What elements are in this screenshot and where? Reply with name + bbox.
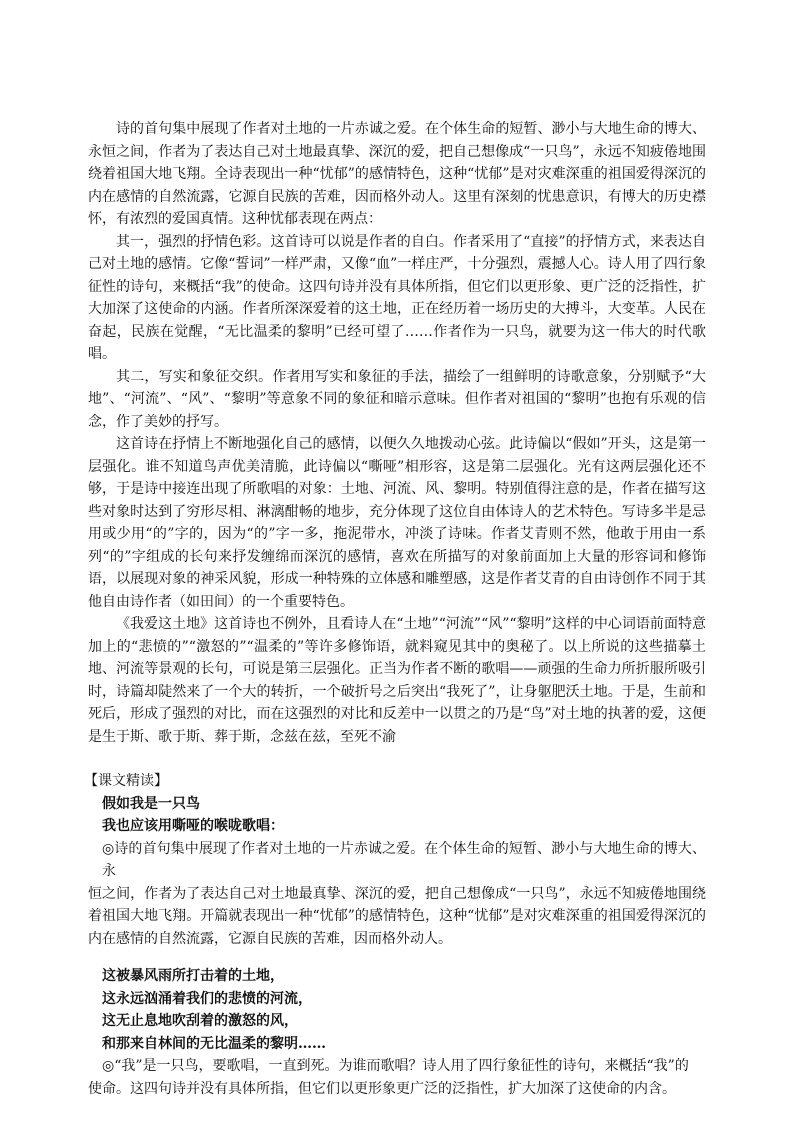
poem-line: 和那来自林间的无比温柔的黎明……: [102, 1035, 326, 1052]
poem-line: 假如我是一只鸟: [102, 795, 200, 812]
analysis-paragraph-3: 其二，写实和象征交织。作者用写实和象征的手法，描绘了一组鲜明的诗歌意象，分别赋予“大地”、“河流”、“风”、“黎明”等意象不同的象征和暗示意味。但作者对祖国的“黎明”也抱有乐观的信念，作了美妙的抒写。: [88, 368, 706, 430]
annotation-1: [88, 838, 706, 951]
analysis-paragraph-5: 《我爱这土地》这首诗也不例外，且看诗人在“土地”“河流”“风”“黎明”这样的中心词语前面特意加上的“悲愤的”“激怒的”“温柔的”等许多修饰语，就料窥见其中的奥秘了。以上所说的这些描摹土地、河流等景观的长句，可说是第三层强化。正当为作者不断的歌唱——顽强的生命力所折服所吸引时，诗篇却陡然来了一个大的转折，一个破折号之后突出“我死了”，让身躯肥沃土地。于是，生前和死后，形成了强烈的对比，而在这强烈的对比和反差中一以贯之的乃是“鸟”对土地的执著的爱，这便是生于斯、歌于斯、葬于斯，念兹在兹，至死不渝: [88, 616, 706, 745]
analysis-paragraph-1: 诗的首句集中展现了作者对土地的一片赤诚之爱。在个体生命的短暂、渺小与大地生命的博大、永恒之间，作者为了表达自己对土地最真挚、深沉的爱，把自己想像成“一只鸟”，永远不知疲倦地围绕着祖国大地飞翔。全诗表现出一种“忧郁”的感情特色，这种“忧郁”是对灾难深重的祖国爱得深沉的内在感情的自然流露，它源自民族的苦难，因而格外动人。这里有深刻的忧患意识，有博大的历史襟怀，有浓烈的爱国真情。这种忧郁表现在两点：: [88, 121, 706, 227]
poem-stanza-2: [88, 965, 706, 1055]
annotation-line: ◎诗的首句集中展现了作者对土地的一片赤诚之爱。在个体生命的短暂、渺小与大地生命的博大、永: [102, 840, 706, 879]
poem-line: 这无止息地吹刮着的激怒的风，: [102, 1013, 298, 1029]
poem-stanza-1: [88, 793, 706, 838]
annotation-text: 使命。这四句诗并没有具体所指，但它们以更形象更广泛的泛指性，扩大加深了这使命的内含。: [88, 1080, 676, 1097]
poem-line: 这被暴风雨所打击着的土地，: [102, 968, 284, 984]
analysis-paragraph-4: 这首诗在抒情上不断地强化自己的感情，以便久久地拨动心弦。此诗偏以“假如”开头，这是第一层强化。谁不知道鸟声优美清脆，此诗偏以“嘶哑”相形容，这是第二层强化。光有这两层强化还不够，于是诗中接连出现了所歌唱的对象：土地、河流、风、黎明。特别值得注意的是，作者在描写这些对象时达到了穷形尽相、淋漓酣畅的地步，充分体现了这位自由体诗人的艺术特色。写诗多半是忌用或少用“的”字的，因为“的”字一多，拖泥带水，冲淡了诗味。作者艾青则不然，他敢于用由一系列“的”字组成的长句来抒发缠绵而深沉的感情，喜欢在所描写的对象前面加上大量的形容词和修饰语，以展现对象的神采风貌，形成一种特殊的立体感和雕塑感，这是作者艾青的自由诗创作不同于其他自由诗作者（如田间）的一个重要特色。: [88, 436, 706, 610]
poem-line: 这永远汹涌着我们的悲愤的河流，: [102, 990, 312, 1007]
poem-line: 我也应该用嘶哑的喉咙歌唱：: [102, 818, 284, 834]
document-page: [84, 118, 706, 1100]
annotation-2: [88, 1055, 706, 1100]
analysis-paragraph-2: 其一，强烈的抒情色彩。这首诗可以说是作者的自白。作者采用了“直接”的抒情方式，来表达自己对土地的感情。它像“誓词”一样严肃，又像“血”一样庄严，十分强烈，震撼人心。诗人用了四行象征性的诗句，来概括“我”的使命。这四句诗并没有具体所指，但它们以更形象、更广泛的泛指性，扩大加深了这使命的内涵。作者所深深爱着的这土地，正在经历着一场历史的大搏斗，大变革。人民在奋起，民族在觉醒，“无比温柔的黎明”已经可望了……作者作为一只鸟，就要为这一伟大的时代歌唱。: [88, 233, 706, 362]
stanza-gap: [88, 950, 706, 965]
annotation-text: 恒之间，作者为了表达自己对土地最真挚、深沉的爱，把自己想像成“一只鸟”，永远不知疲倦地围绕着祖国大地飞翔。开篇就表现出一种“忧郁”的感情特色，这种“忧郁”是对灾难深重的祖国爱得深沉的内在感情的自然流露，它源自民族的苦难，因而格外动人。: [88, 885, 706, 947]
section-heading: 【课文精读】: [84, 773, 168, 789]
section-gap: [88, 748, 706, 770]
annotation-line: ◎“我”是一只鸟，要歌唱，一直到死。为谁而歌唱？诗人用了四行象征性的诗句，来概括“我”的: [102, 1058, 689, 1074]
